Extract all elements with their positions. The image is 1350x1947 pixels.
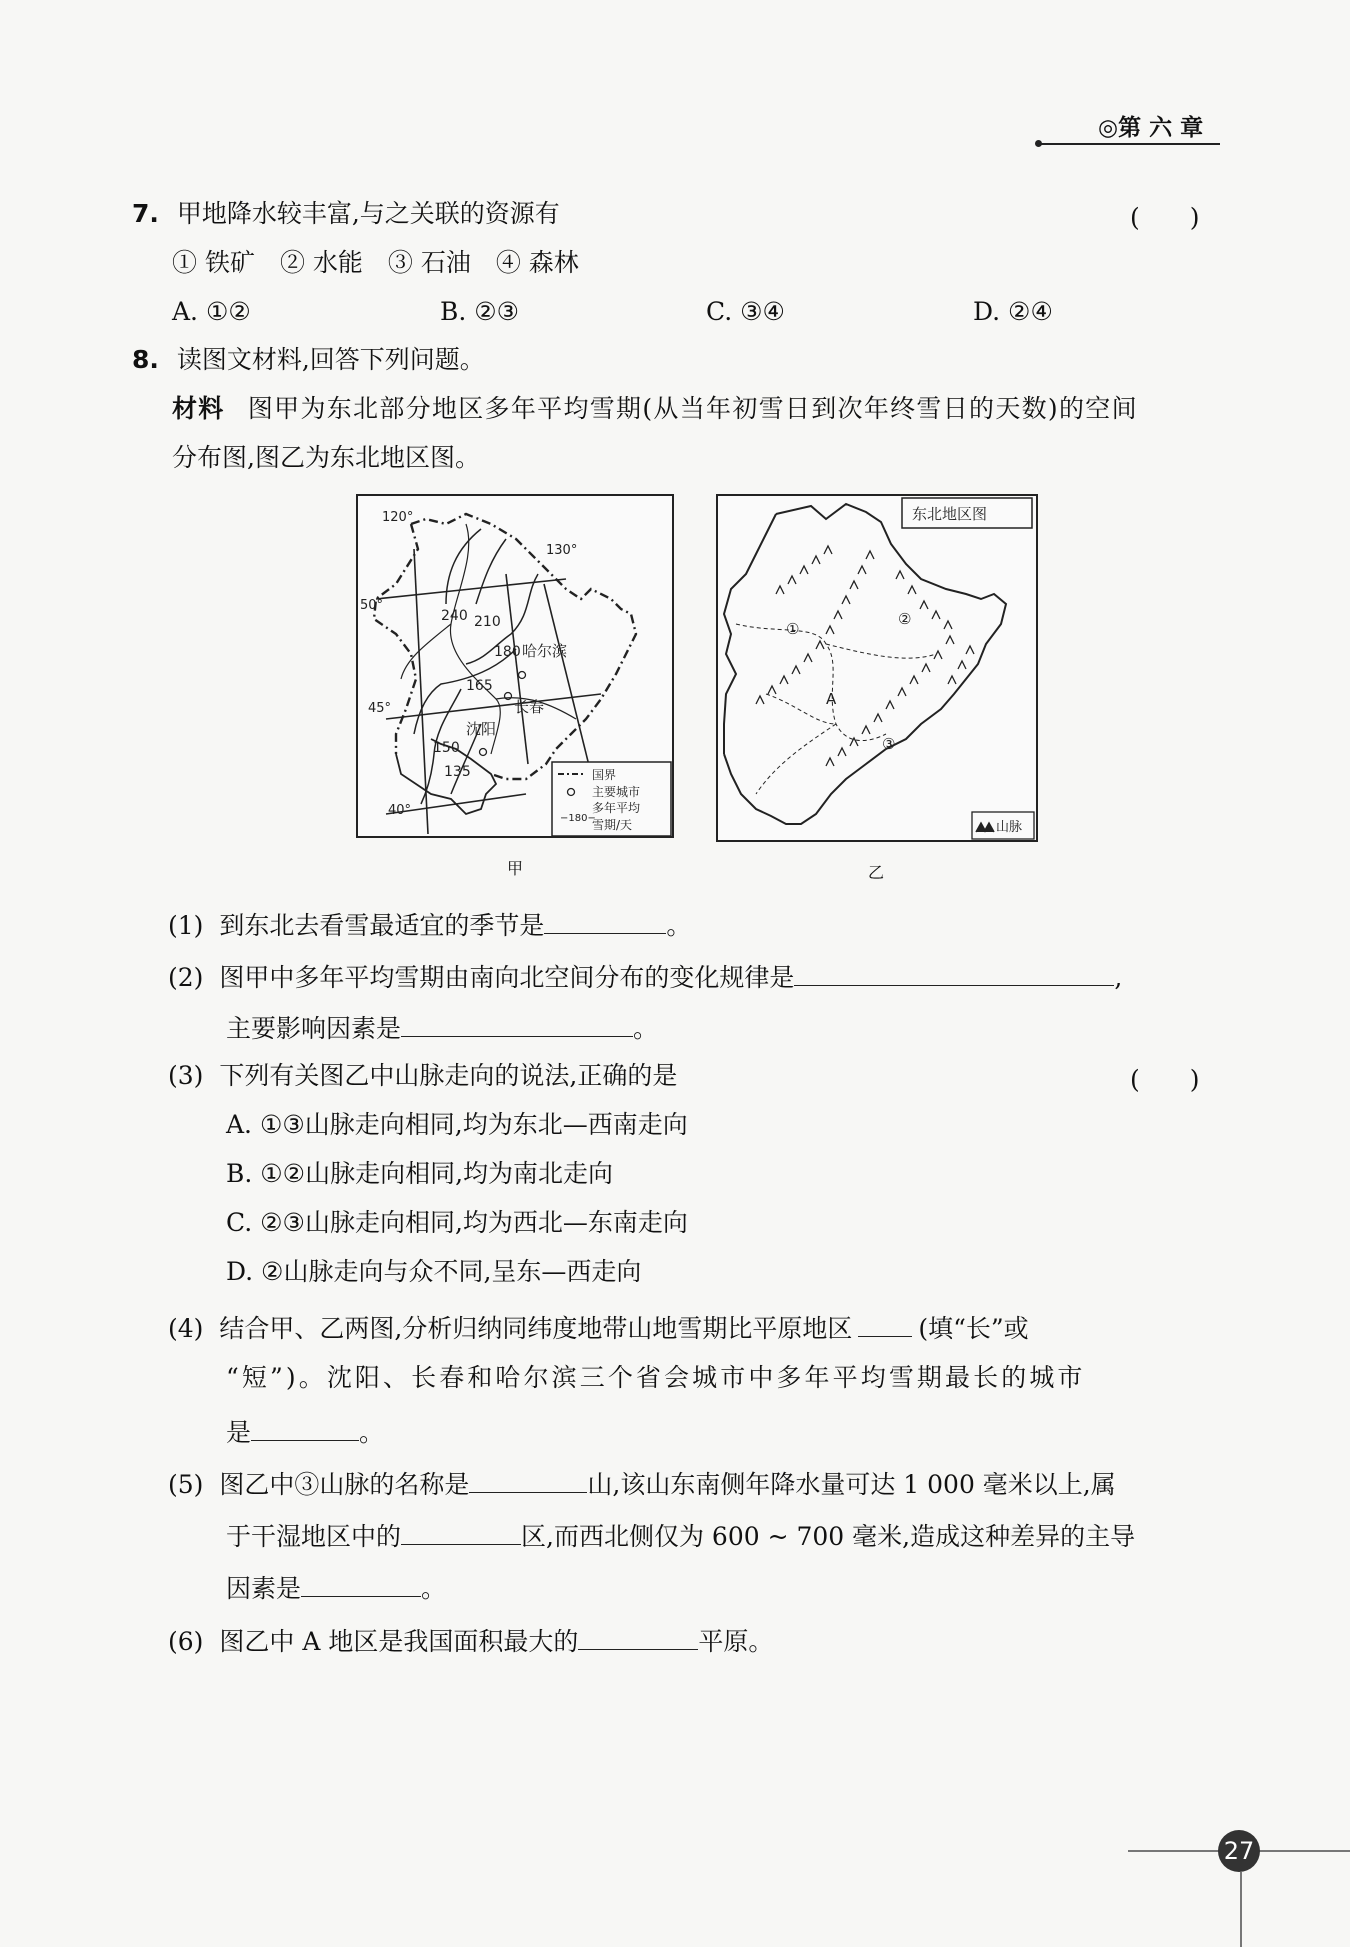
sub4-line3b: 。: [359, 1418, 385, 1447]
material-text-1: 图甲为东北部分地区多年平均雪期(从当年初雪日到次年终雪日的天数)的空间: [247, 394, 1138, 423]
map-yi-caption: 乙: [868, 863, 885, 882]
sub6-text: 图乙中 A 地区是我国面积最大的: [219, 1627, 579, 1656]
sub1-num: (1): [168, 911, 204, 940]
sub2-text-c: 主要影响因素是: [226, 1014, 402, 1043]
isoline-165: 165: [466, 678, 493, 694]
lat-45: 45°: [368, 701, 392, 716]
sub2-text: 图甲中多年平均雪期由南向北空间分布的变化规律是: [219, 963, 795, 992]
q7-option-c: C. ③④: [706, 297, 785, 326]
sub5-line1: [168, 1466, 1116, 1501]
q8-stem: [132, 344, 485, 376]
map-jia-caption: 甲: [507, 859, 524, 878]
sub5-line2b: 区,而西北侧仅为 600 ~ 700 毫米,造成这种差异的主导: [521, 1522, 1136, 1551]
sub2-blank-2[interactable]: [401, 1010, 633, 1037]
sub1-text: 到东北去看雪最适宜的季节是: [219, 911, 545, 940]
sub5-text-b: 山,该山东南侧年降水量可达 1 000 毫米以上,属: [587, 1470, 1116, 1499]
map-jia-legend: [552, 762, 671, 836]
sub1-blank[interactable]: [544, 907, 666, 934]
q7-option-b: B. ②③: [440, 297, 520, 326]
city-shenyang: 沈阳: [466, 720, 497, 738]
city-changchun: 长春: [514, 698, 545, 716]
sub3-text: 下列有关图乙中山脉走向的说法,正确的是: [219, 1061, 678, 1090]
sub4-line1: [168, 1310, 1029, 1345]
isoline-240: 240: [441, 608, 468, 624]
sub3-answer-paren: ( ): [1130, 1065, 1200, 1094]
map-yi-label-1: ①: [786, 620, 800, 638]
lat-50: 50°: [360, 598, 384, 613]
sub4-blank-1[interactable]: [858, 1310, 912, 1337]
map-yi: [716, 494, 1038, 842]
sub5-blank-2[interactable]: [401, 1518, 521, 1545]
q8-material-line1: [172, 393, 1138, 425]
sub6: [168, 1623, 773, 1658]
map-yi-label-3: ③: [882, 735, 896, 753]
sub5-line2a: 于干湿地区中的: [226, 1522, 402, 1551]
q8-number: 8.: [132, 345, 159, 374]
sub2-line1: [168, 959, 1122, 994]
header-dot: [1035, 140, 1042, 147]
q8-stem-text: 读图文材料,回答下列问题。: [176, 345, 485, 374]
sub1-end: 。: [666, 911, 692, 940]
legend-city: 主要城市: [592, 785, 641, 799]
sub3-stem: [168, 1060, 677, 1092]
sub3-option-a: A. ①③山脉走向相同,均为东北—西南走向: [226, 1110, 688, 1139]
q7-number: 7.: [132, 199, 159, 228]
legend-value: −180−: [560, 813, 596, 824]
isoline-210: 210: [474, 614, 501, 630]
lon-130: 130°: [546, 543, 578, 558]
sub5-line3a: 因素是: [226, 1574, 302, 1603]
sub2-blank-1[interactable]: [794, 959, 1114, 986]
sub2-num: (2): [168, 963, 204, 992]
sub2-line2: [226, 1010, 658, 1045]
map-yi-frame: [717, 495, 1037, 841]
q7-answer-paren: ( ): [1130, 203, 1200, 232]
sub5-num: (5): [168, 1470, 204, 1499]
q7-stem: [132, 198, 560, 230]
map-yi-label-2: ②: [898, 610, 912, 628]
map-yi-legend: 山脉: [996, 820, 1023, 835]
sub4-line3a: 是: [226, 1418, 252, 1447]
sub4-num: (4): [168, 1314, 204, 1343]
isoline-180: 180: [494, 644, 521, 660]
sub3-option-b: B. ①②山脉走向相同,均为南北走向: [226, 1159, 614, 1188]
sub5-blank-1[interactable]: [469, 1466, 587, 1493]
map-jia: [356, 494, 674, 838]
sub3-num: (3): [168, 1061, 204, 1090]
q7-stem-text: 甲地降水较丰富,与之关联的资源有: [176, 199, 560, 228]
isoline-150: 150: [433, 740, 460, 756]
sub5-text: 图乙中③山脉的名称是: [219, 1470, 470, 1499]
lon-120: 120°: [382, 510, 414, 525]
header-rule: [1038, 143, 1220, 145]
lat-40: 40°: [388, 803, 412, 818]
q7-items: ① 铁矿 ② 水能 ③ 石油 ④ 森林: [172, 248, 579, 277]
sub1: [168, 907, 691, 942]
sub5-line2: [226, 1518, 1135, 1553]
material-label: 材料: [172, 394, 225, 423]
sub3-option-c: C. ②③山脉走向相同,均为西北—东南走向: [226, 1208, 688, 1237]
sub3-option-d: D. ②山脉走向与众不同,呈东—西走向: [226, 1257, 642, 1286]
footer-vertical-rule: [1240, 1872, 1242, 1947]
sub5-line3b: 。: [421, 1574, 447, 1603]
legend-border: 国界: [592, 768, 617, 782]
legend-snow-1: 多年平均: [592, 801, 641, 815]
sub6-end: 平原。: [698, 1627, 774, 1656]
isoline-135: 135: [444, 764, 471, 780]
sub2-comma: ,: [1114, 963, 1123, 992]
sub4-text-b: (填“长”或: [918, 1314, 1029, 1343]
sub6-num: (6): [168, 1627, 204, 1656]
q8-material-line2: 分布图,图乙为东北地区图。: [172, 443, 480, 472]
sub4-line3: [226, 1414, 384, 1449]
map-yi-label-a: A: [826, 690, 837, 708]
sub4-text: 结合甲、乙两图,分析归纳同纬度地带山地雪期比平原地区: [219, 1314, 853, 1343]
sub2-end: 。: [633, 1014, 659, 1043]
city-harbin: 哈尔滨: [522, 642, 568, 660]
q7-option-a: A. ①②: [172, 297, 251, 326]
sub6-blank[interactable]: [578, 1623, 698, 1650]
sub4-blank-2[interactable]: [251, 1414, 359, 1441]
chapter-header: ◎第 六 章: [1098, 114, 1204, 141]
page-number: 27: [1223, 1837, 1255, 1865]
legend-snow-2: 雪期/天: [592, 818, 633, 832]
map-yi-title: 东北地区图: [912, 505, 988, 523]
q7-option-d: D. ②④: [973, 297, 1053, 326]
page-number-badge: [1218, 1830, 1260, 1872]
sub5-line3: [226, 1570, 446, 1605]
sub4-line2: “短”)。沈阳、长春和哈尔滨三个省会城市中多年平均雪期最长的城市: [226, 1363, 1086, 1392]
sub5-blank-3[interactable]: [301, 1570, 421, 1597]
